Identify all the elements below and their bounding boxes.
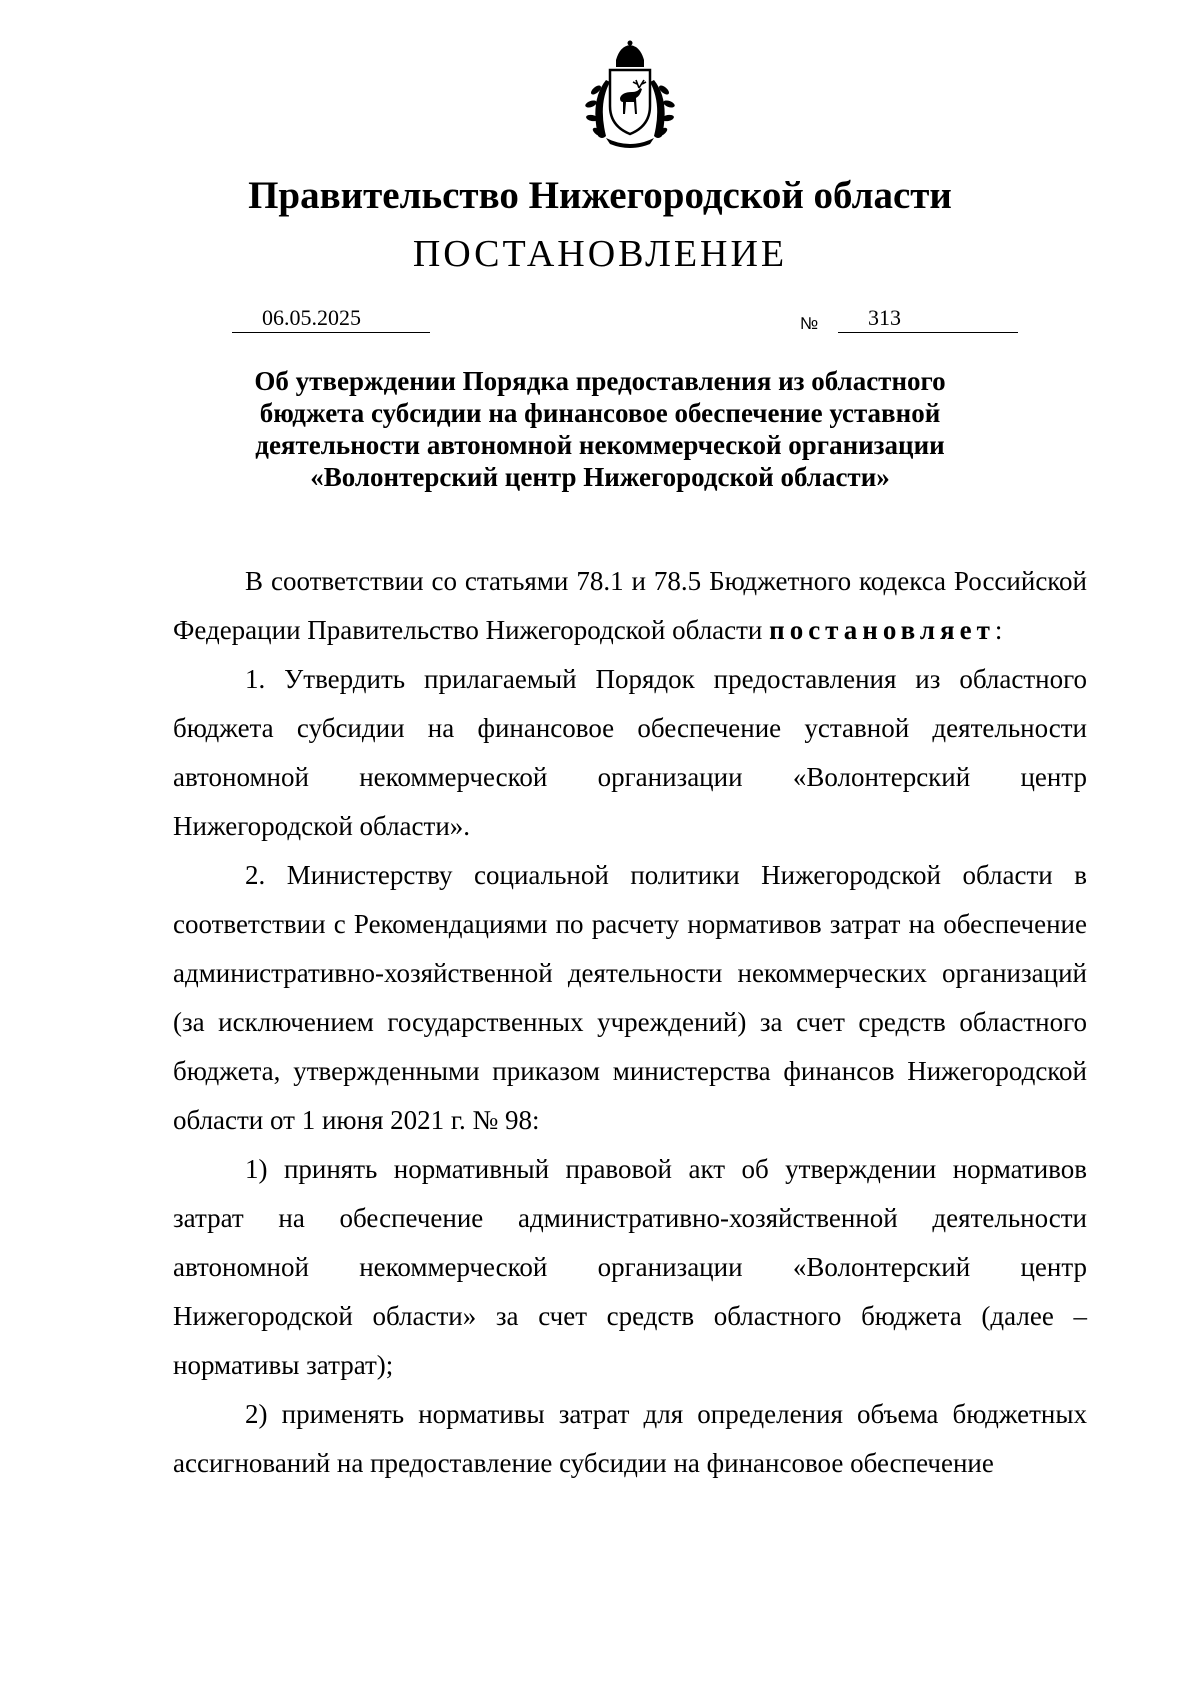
- subitem-2: 2) применять нормативы затрат для определения объема бюджетных ассигнований на предоставление субсидии на финансовое обеспечение: [173, 1399, 1087, 1478]
- document-subject: [240, 365, 960, 493]
- decree-colon: :: [994, 615, 1003, 645]
- decree-word: постановляет: [769, 615, 995, 645]
- subject-line: Об утверждении Порядка предоставления из областного: [254, 366, 946, 396]
- subitem-1: 1) принять нормативный правовой акт об утверждении нормативов затрат на обеспечение административно-хозяйственной деятельности автономной некоммерческой организации «Волонтерский центр Нижегородской области» за счет средств областного бюджета (далее – нормативы затрат);: [173, 1154, 1087, 1380]
- document-number: 313: [868, 305, 901, 330]
- document-date: 06.05.2025: [262, 305, 361, 330]
- subject-line: бюджета субсидии на финансовое обеспечение уставной: [259, 398, 941, 428]
- paragraph-item-2: 2. Министерству социальной политики Нижегородской области в соответствии с Рекомендациями по расчету нормативов затрат на обеспечение административно-хозяйственной деятельности некоммерческих организаций (за исключением государственных учреждений) за счет средств областного бюджета, утвержденными приказом министерства финансов Нижегородской области от 1 июня 2021 г. № 98:: [173, 860, 1087, 1135]
- date-underline: [232, 332, 430, 333]
- number-underline: [838, 332, 1018, 333]
- document-type: ПОСТАНОВЛЕНИЕ: [412, 233, 788, 275]
- organization-name: Правительство Нижегородской области: [248, 174, 952, 217]
- coat-of-arms-emblem: [576, 40, 684, 150]
- number-sign: №: [800, 314, 819, 333]
- subject-line: деятельности автономной некоммерческой организации: [255, 430, 945, 460]
- subject-line: «Волонтерский центр Нижегородской области»: [310, 462, 890, 492]
- paragraph-item-1: 1. Утвердить прилагаемый Порядок предоставления из областного бюджета субсидии на финансовое обеспечение уставной деятельности автономной некоммерческой организации «Волонтерский центр Нижегородской области».: [173, 664, 1087, 841]
- preamble-paragraph: [173, 557, 1087, 655]
- preamble-text: В соответствии со статьями 78.1 и 78.5 Бюджетного кодекса Российской Федерации Правительство Нижегородской области: [173, 566, 1087, 645]
- document-body: [173, 557, 1087, 1488]
